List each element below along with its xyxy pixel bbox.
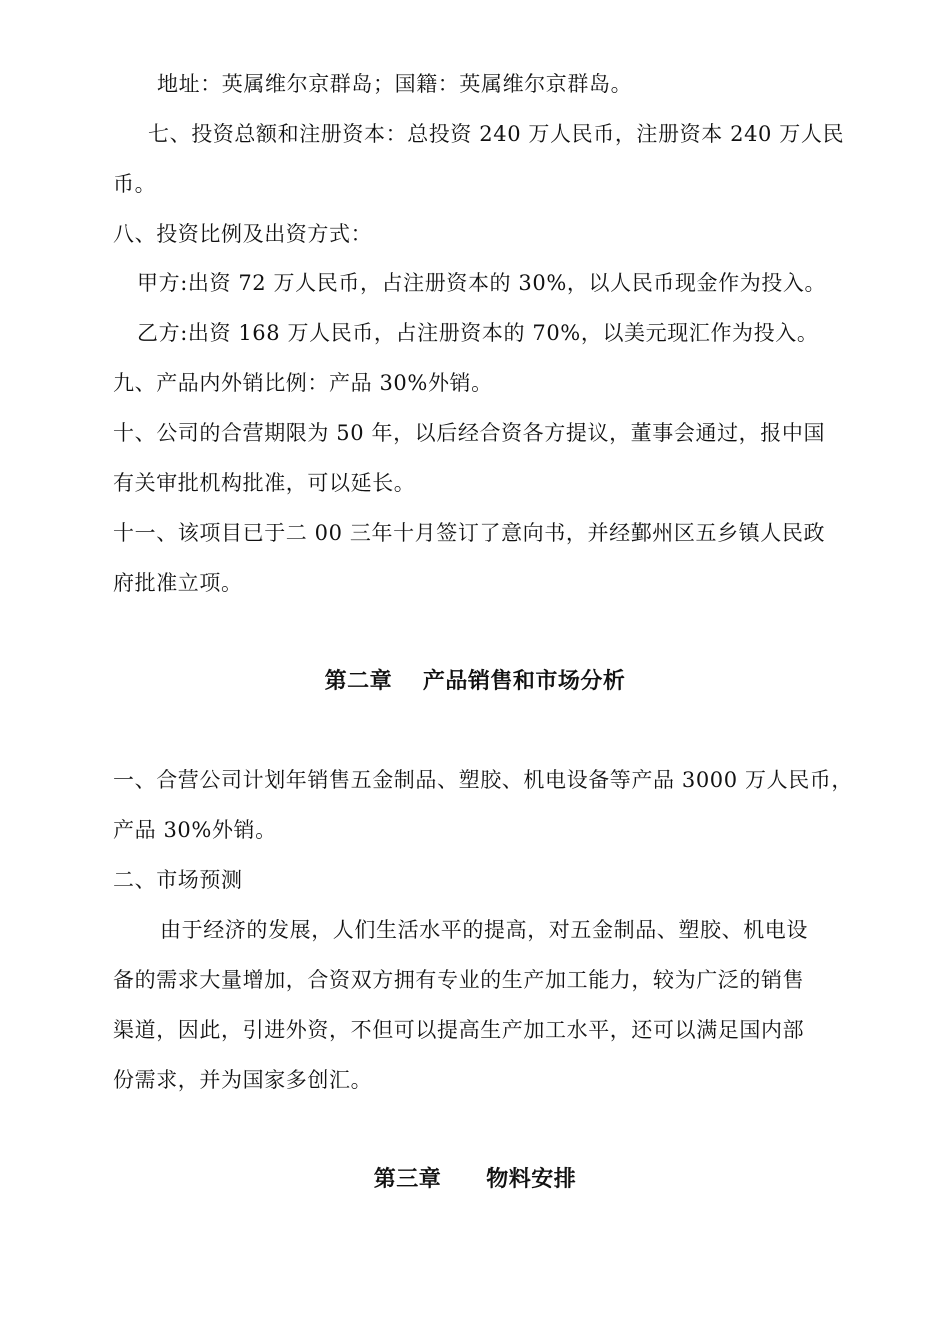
chapter-3-heading: 第三章 物料安排 — [373, 1167, 577, 1192]
chapter-2-item-1-line-1: 一、合营公司计划年销售五金制品、塑胶、机电设备等产品 3000 万人民币， — [113, 768, 853, 792]
item-9-line: 九、产品内外销比例：产品 30%外销。 — [113, 371, 493, 395]
party-a-line: 甲方:出资 72 万人民币，占注册资本的 30%，以人民币现金作为投入。 — [137, 271, 827, 295]
address-line: 地址：英属维尔京群岛；国籍：英属维尔京群岛。 — [157, 72, 633, 96]
item-7-line-1: 七、投资总额和注册资本：总投资 240 万人民币，注册资本 240 万人民 — [148, 122, 845, 146]
item-11-line-1: 十一、该项目已于二 00 三年十月签订了意向书，并经鄞州区五乡镇人民政 — [113, 521, 826, 545]
chapter-2-item-1-line-2: 产品 30%外销。 — [113, 818, 277, 842]
market-forecast-paragraph-line-2: 备的需求大量增加，合资双方拥有专业的生产加工能力，较为广泛的销售 — [113, 968, 805, 992]
item-10-line-1: 十、公司的合营期限为 50 年，以后经合资各方提议，董事会通过，报中国 — [113, 421, 826, 445]
chapter-2-item-2-line: 二、市场预测 — [113, 868, 243, 892]
chapter-2-heading: 第二章 产品销售和市场分析 — [324, 669, 626, 694]
market-forecast-paragraph-line-1: 由于经济的发展，人们生活水平的提高，对五金制品、塑胶、机电设 — [160, 918, 808, 942]
party-b-line: 乙方:出资 168 万人民币，占注册资本的 70%，以美元现汇作为投入。 — [137, 321, 819, 345]
item-7-line-2: 币。 — [113, 172, 157, 196]
item-11-line-2: 府批准立项。 — [113, 571, 243, 595]
market-forecast-paragraph-line-4: 份需求，并为国家多创汇。 — [113, 1068, 373, 1092]
item-10-line-2: 有关审批机构批准，可以延长。 — [113, 471, 416, 495]
market-forecast-paragraph-line-3: 渠道，因此，引进外资，不但可以提高生产加工水平，还可以满足国内部 — [113, 1018, 805, 1042]
item-8-line: 八、投资比例及出资方式： — [113, 222, 373, 246]
